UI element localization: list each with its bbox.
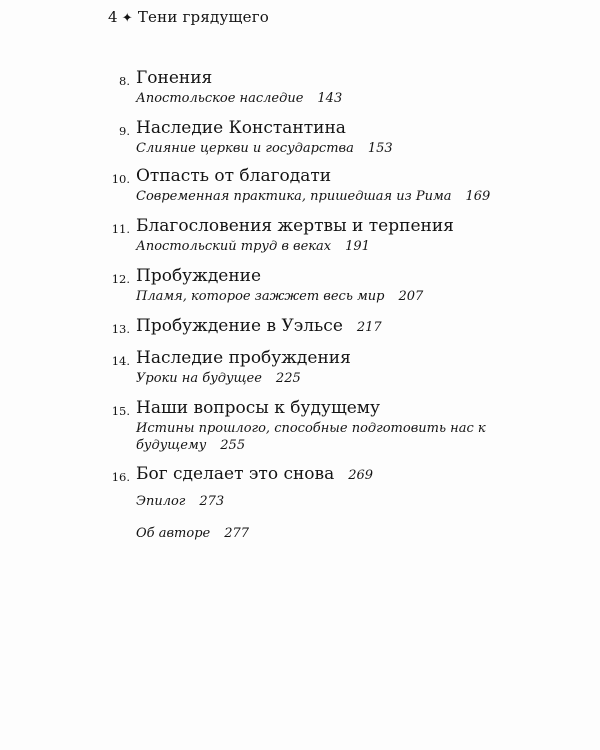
chapter-title: Пробуждение [136, 266, 262, 286]
chapter-subtitle-line2: будущему [136, 438, 207, 453]
chapter-page-number: 143 [317, 91, 343, 106]
chapter-subtitle-text: Слияние церкви и государства [136, 141, 354, 156]
chapter-subtitle-text: Уроки на будущее [136, 371, 262, 386]
chapter-page-number: 255 [220, 438, 246, 453]
chapter-title [136, 316, 382, 336]
chapter-subtitle-text: Апостольский труд в веках [136, 239, 332, 254]
chapter-number: 14. [111, 354, 130, 368]
chapter-title: Наследие пробуждения [136, 348, 351, 368]
chapter-subtitle [136, 288, 423, 305]
about-author-page-number: 277 [224, 526, 250, 541]
chapter-page-number: 169 [465, 189, 491, 204]
chapter-title: Наши вопросы к будущему [136, 398, 381, 418]
epilogue-title: Эпилог [136, 494, 186, 509]
chapter-number: 9. [119, 124, 130, 138]
chapter-subtitle-line1: Истины прошлого, способные подготовить нас к [136, 421, 486, 436]
chapter-title-text: Бог сделает это снова [136, 464, 335, 484]
chapter-page-number: 269 [348, 468, 374, 483]
chapter-subtitle-text: Апостольское наследие [136, 91, 304, 106]
chapter-subtitle [136, 90, 342, 107]
epilogue-page-number: 273 [199, 494, 225, 509]
chapter-subtitle [136, 370, 301, 387]
chapter-title-text: Пробуждение в Уэльсе [136, 316, 343, 336]
chapter-number: 10. [111, 172, 130, 186]
chapter-page-number: 207 [398, 289, 424, 304]
header-book-title: Тени грядущего [137, 8, 269, 26]
chapter-subtitle [136, 420, 486, 454]
chapter-subtitle-text: Пламя, которое зажжет весь мир [136, 289, 385, 304]
chapter-title: Отпасть от благодати [136, 166, 332, 186]
chapter-subtitle [136, 188, 490, 205]
chapter-page-number: 217 [356, 320, 382, 335]
about-author-title: Об авторе [136, 526, 211, 541]
running-header [108, 8, 269, 26]
chapter-subtitle-text: Современная практика, пришедшая из Рима [136, 189, 452, 204]
toc-about-author [136, 526, 249, 541]
header-page-number: 4 [108, 8, 118, 26]
chapter-number: 16. [111, 470, 130, 484]
chapter-subtitle [136, 238, 370, 255]
chapter-number: 15. [111, 404, 130, 418]
chapter-page-number: 153 [367, 141, 393, 156]
chapter-subtitle [136, 140, 393, 157]
chapter-page-number: 225 [275, 371, 301, 386]
chapter-title: Благословения жертвы и терпения [136, 216, 454, 236]
chapter-title: Гонения [136, 68, 213, 88]
chapter-title [136, 464, 373, 484]
chapter-page-number: 191 [345, 239, 370, 254]
chapter-number: 13. [111, 322, 130, 336]
chapter-number: 8. [119, 74, 130, 88]
chapter-title: Наследие Константина [136, 118, 346, 138]
header-ornament-icon: ✦ [121, 11, 133, 26]
chapter-number: 11. [111, 222, 130, 236]
toc-epilogue [136, 494, 224, 509]
chapter-number: 12. [111, 272, 130, 286]
